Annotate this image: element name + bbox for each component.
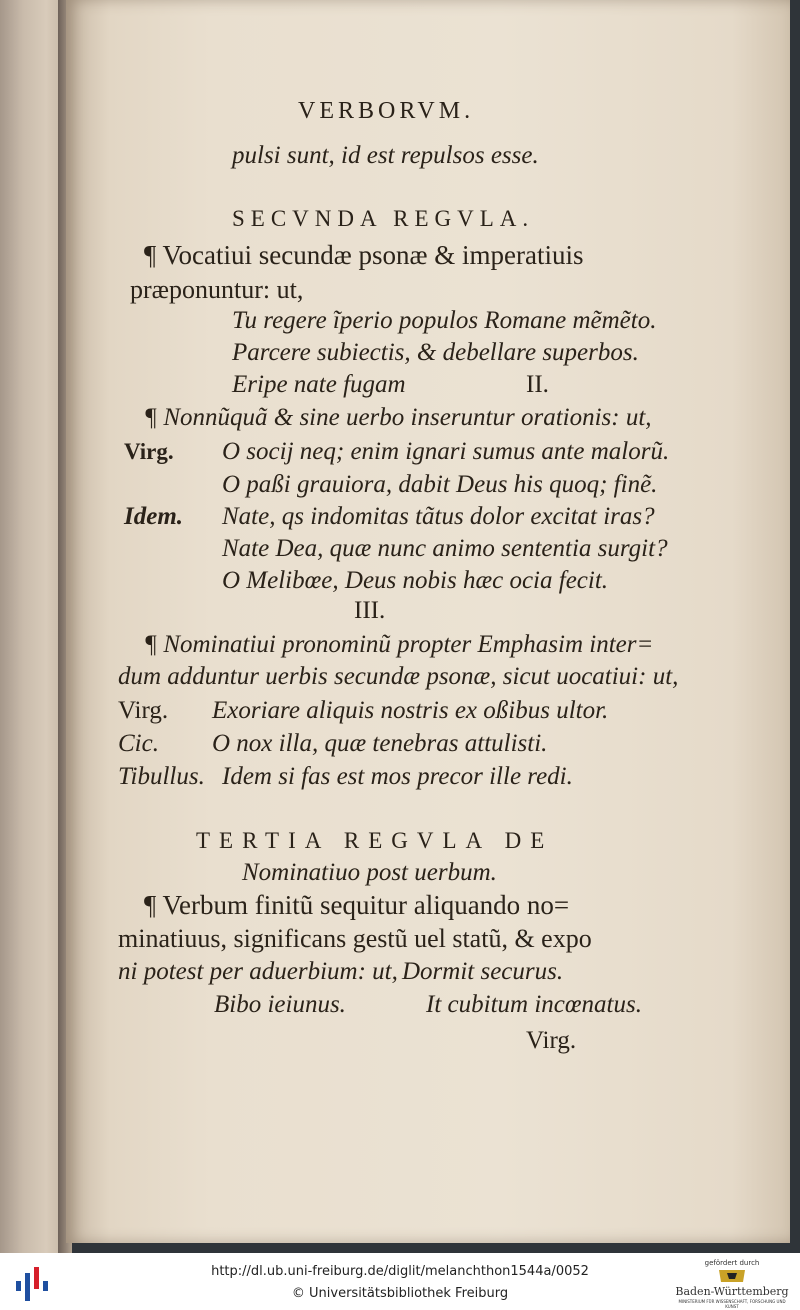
copyright-notice: © Universitätsbibliothek Freiburg <box>291 1286 509 1301</box>
funded-by-label: gefördert durch <box>704 1259 760 1267</box>
section-number: II. <box>526 371 549 398</box>
permalink-url[interactable]: http://dl.ub.uni-freiburg.de/diglit/melanchthon1544a/0052 <box>211 1264 589 1279</box>
example-line: Dormit securus. <box>402 958 564 985</box>
text-line: minatiuus, significans gestũ uel statũ, & expo <box>118 924 592 953</box>
author-label: Cic. <box>118 730 159 757</box>
running-header: VERBORVM. <box>298 98 475 124</box>
author-label: Idem. <box>124 503 184 530</box>
left-page-edge <box>0 0 66 1253</box>
quote-line: Nate Dea, quæ nunc animo sententia surgit? <box>222 535 668 562</box>
quote-line: Parcere subiectis, & debellare superbos. <box>232 339 639 366</box>
quote-line: O Melibœe, Deus nobis hæc ocia fecit. <box>222 567 609 594</box>
coat-of-arms-icon <box>717 1268 747 1284</box>
text-line: dum adduntur uerbis secundæ psonæ, sicut uocatiui: ut, <box>118 663 679 690</box>
author-label: Virg. <box>118 697 169 724</box>
quote-line: Exoriare aliquis nostris ex oßibus ultor. <box>212 697 609 724</box>
example-line: Bibo ieiunus. <box>214 991 346 1018</box>
funder-name: Baden-Württemberg <box>675 1285 789 1298</box>
viewer-footer <box>0 1253 800 1310</box>
quote-line: O nox illa, quæ tenebras attulisti. <box>212 730 548 757</box>
quote-line: Nate, qs indomitas tãtus dolor excitat iras? <box>222 503 655 530</box>
rule-heading: TERTIA REGVLA DE <box>196 828 554 853</box>
text-line: ni potest per aduerbium: ut, <box>118 958 398 985</box>
example-line: It cubitum incœnatus. <box>426 991 642 1018</box>
quote-line: Tu regere ĩperio populos Romane mẽmẽto. <box>232 307 657 334</box>
author-label: Virg. <box>124 439 174 464</box>
text-line: pulsi sunt, id est repulsos esse. <box>232 142 539 169</box>
text-line: ¶ Nonnũquã & sine uerbo inseruntur orationis: ut, <box>144 404 652 431</box>
quote-line: O paßi grauiora, dabit Deus his quoq; finẽ. <box>222 471 658 498</box>
quote-line: O socij neq; enim ignari sumus ante malorũ. <box>222 438 670 465</box>
text-line: ¶ Nominatiui pronominũ propter Emphasim inter= <box>144 631 654 658</box>
ministry-name: MINISTERIUM FÜR WISSENSCHAFT, FORSCHUNG UND KUNST <box>678 1299 786 1309</box>
quote-line: Idem si fas est mos precor ille redi. <box>222 763 573 790</box>
book-page <box>66 0 790 1243</box>
rule-heading: SECVNDA REGVLA. <box>232 206 535 231</box>
rule-subheading: Nominatiuo post uerbum. <box>242 859 497 886</box>
text-line: ¶ Vocatiui secundæ psonæ & imperatiuis <box>144 240 584 270</box>
quote-line: Eripe nate fugam <box>232 371 406 398</box>
section-number: III. <box>354 597 386 624</box>
text-line: præponuntur: ut, <box>130 275 304 304</box>
text-line: ¶ Verbum finitũ sequitur aliquando no= <box>144 890 570 920</box>
author-label: Tibullus. <box>118 763 205 790</box>
funder-logo <box>672 1259 792 1307</box>
catchword: Virg. <box>526 1027 577 1054</box>
